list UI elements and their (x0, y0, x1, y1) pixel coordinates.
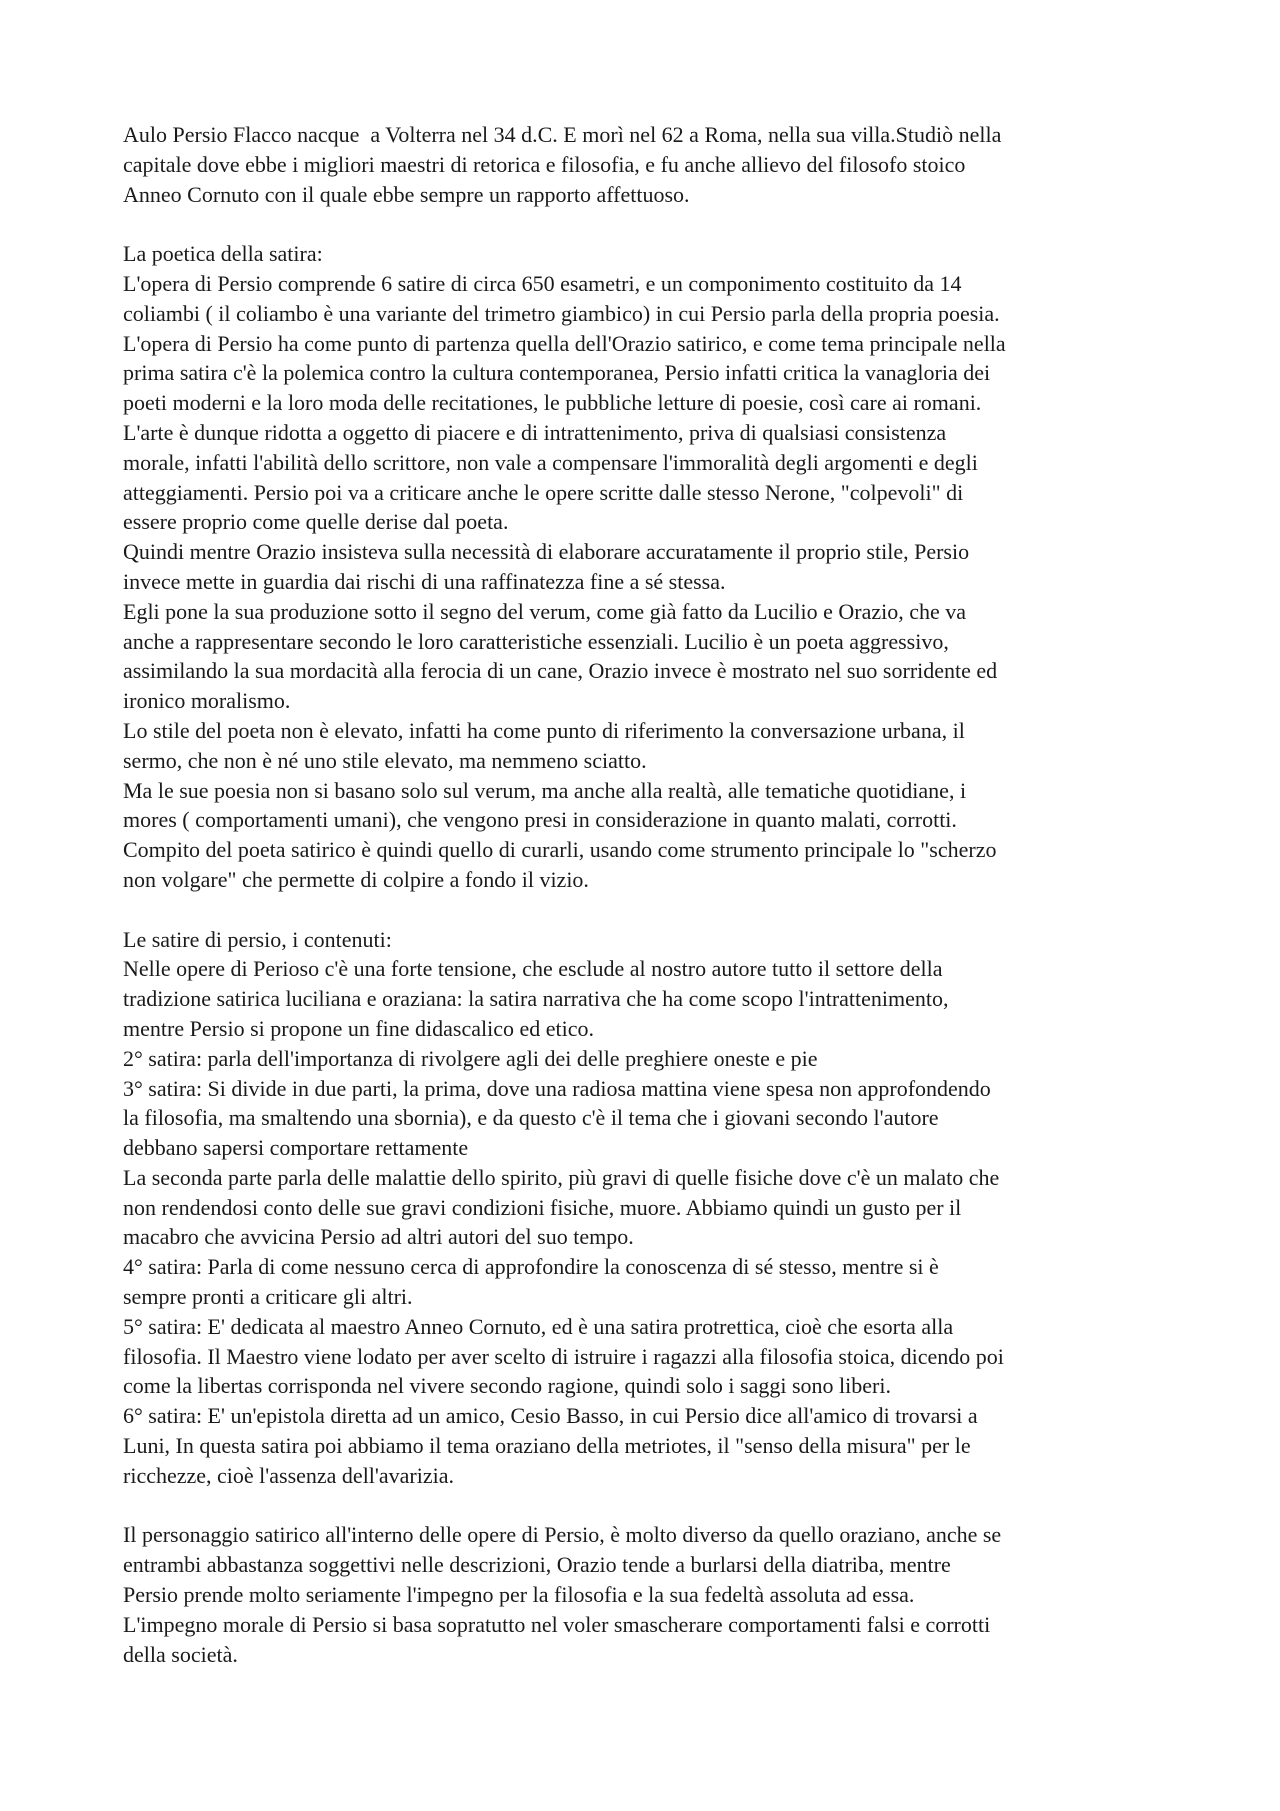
text-line: mores ( comportamenti umani), che vengono presi in considerazione in quanto malati, corrotti. (123, 807, 957, 833)
text-line: prima satira c'è la polemica contro la cultura contemporanea, Persio infatti critica la vanagloria dei (123, 360, 991, 386)
text-line: Lo stile del poeta non è elevato, infatti ha come punto di riferimento la conversazione urbana, il (123, 717, 965, 743)
text-line: Ma le sue poesia non si basano solo sul verum, ma anche alla realtà, alle tematiche quotidiane, i (123, 777, 967, 803)
text-line: Anneo Cornuto con il quale ebbe sempre un rapporto affettuoso. (123, 181, 690, 207)
text-line: La poetica della satira: (123, 241, 323, 267)
text-line: Compito del poeta satirico è quindi quello di curarli, usando come strumento principale lo "scherzo (123, 837, 997, 863)
text-line: assimilando la sua mordacità alla ferocia di un cane, Orazio invece è mostrato nel suo sorridente ed (123, 658, 998, 684)
text-line: filosofia. Il Maestro viene lodato per aver scelto di istruire i ragazzi alla filosofia stoica, dicendo poi (123, 1343, 1004, 1369)
text-line: Luni, In questa satira poi abbiamo il tema oraziano della metriotes, il "senso della misura" per le (123, 1433, 971, 1459)
text-line: Egli pone la sua produzione sotto il segno del verum, come già fatto da Lucilio e Orazio, che va (123, 598, 967, 624)
text-line: 2° satira: parla dell'importanza di rivolgere agli dei delle preghiere oneste e pie (123, 1045, 818, 1071)
text-line: ironico moralismo. (123, 688, 291, 714)
text-line: non rendendosi conto delle sue gravi condizioni fisiche, muore. Abbiamo quindi un gusto per il (123, 1194, 962, 1220)
text-line: coliambi ( il coliambo è una variante del trimetro giambico) in cui Persio parla della propria poesia. (123, 300, 1000, 326)
text-line: Aulo Persio Flacco nacque a Volterra nel 34 d.C. E morì nel 62 a Roma, nella sua villa.Studiò nella (123, 122, 1002, 147)
text-line: atteggiamenti. Persio poi va a criticare anche le opere scritte dalle stesso Nerone, "colpevoli" di (123, 479, 964, 505)
text-line: La seconda parte parla delle malattie dello spirito, più gravi di quelle fisiche dove c'è un malato che (123, 1164, 1000, 1190)
blank-line (123, 209, 1173, 239)
text-line: Il personaggio satirico all'interno delle opere di Persio, è molto diverso da quello oraziano, anche se (123, 1522, 1002, 1548)
text-line: Quindi mentre Orazio insisteva sulla necessità di elaborare accuratamente il proprio stile, Persio (123, 539, 970, 565)
text-line: L'impegno morale di Persio si basa sopratutto nel voler smascherare comportamenti falsi e corrotti (123, 1611, 991, 1637)
text-line: Nelle opere di Perioso c'è una forte tensione, che esclude al nostro autore tutto il settore della (123, 956, 943, 982)
text-line: L'opera di Persio ha come punto di partenza quella dell'Orazio satirico, e come tema principale nella (123, 330, 1006, 356)
text-line: anche a rappresentare secondo le loro caratteristiche essenziali. Lucilio è un poeta aggressivo, (123, 628, 949, 654)
text-line: invece mette in guardia dai rischi di una raffinatezza fine a sé stessa. (123, 568, 726, 594)
text-line: 3° satira: Si divide in due parti, la prima, dove una radiosa mattina viene spesa non approfondendo (123, 1075, 991, 1101)
text-line: come la libertas corrisponda nel vivere secondo ragione, quindi solo i saggi sono liberi. (123, 1373, 891, 1399)
text-line: la filosofia, ma smaltendo una sbornia), e da questo c'è il tema che i giovani secondo l'autore (123, 1105, 939, 1131)
text-line: Le satire di persio, i contenuti: (123, 926, 392, 952)
text-line: sempre pronti a criticare gli altri. (123, 1284, 413, 1310)
text-line: sermo, che non è né uno stile elevato, ma nemmeno sciatto. (123, 747, 647, 773)
text-line: L'opera di Persio comprende 6 satire di circa 650 esametri, e un componimento costituito da 14 (123, 270, 962, 296)
text-line: 4° satira: Parla di come nessuno cerca di approfondire la conoscenza di sé stesso, mentre si è (123, 1254, 939, 1280)
text-line: entrambi abbastanza soggettivi nelle descrizioni, Orazio tende a burlarsi della diatriba, mentre (123, 1552, 951, 1578)
text-line: tradizione satirica luciliana e oraziana: la satira narrativa che ha come scopo l'intrattenimento, (123, 986, 949, 1012)
text-line: non volgare" che permette di colpire a fondo il vizio. (123, 866, 589, 892)
text-line: debbano sapersi comportare rettamente (123, 1135, 469, 1161)
text-line: essere proprio come quelle derise dal poeta. (123, 509, 509, 535)
text-line: ricchezze, cioè l'assenza dell'avarizia. (123, 1462, 454, 1488)
text-line: macabro che avvicina Persio ad altri autori del suo tempo. (123, 1224, 634, 1250)
text-line: capitale dove ebbe i migliori maestri di retorica e filosofia, e fu anche allievo del filosofo stoico (123, 151, 966, 177)
document-page (123, 120, 1173, 1669)
text-line: della società. (123, 1641, 238, 1667)
text-line: poeti moderni e la loro moda delle recitationes, le pubbliche letture di poesie, così care ai romani. (123, 390, 982, 416)
text-line: L'arte è dunque ridotta a oggetto di piacere e di intrattenimento, priva di qualsiasi consistenza (123, 419, 947, 445)
text-line: 6° satira: E' un'epistola diretta ad un amico, Cesio Basso, in cui Persio dice all'amico di trovarsi a (123, 1403, 978, 1429)
text-line: 5° satira: E' dedicata al maestro Anneo Cornuto, ed è una satira protrettica, cioè che esorta alla (123, 1313, 954, 1339)
text-line: morale, infatti l'abilità dello scrittore, non vale a compensare l'immoralità degli argomenti e degli (123, 449, 978, 475)
text-line: mentre Persio si propone un fine didascalico ed etico. (123, 1015, 595, 1041)
blank-line (123, 1491, 1173, 1521)
blank-line (123, 895, 1173, 925)
text-line: Persio prende molto seriamente l'impegno per la filosofia e la sua fedeltà assoluta ad essa. (123, 1582, 915, 1608)
